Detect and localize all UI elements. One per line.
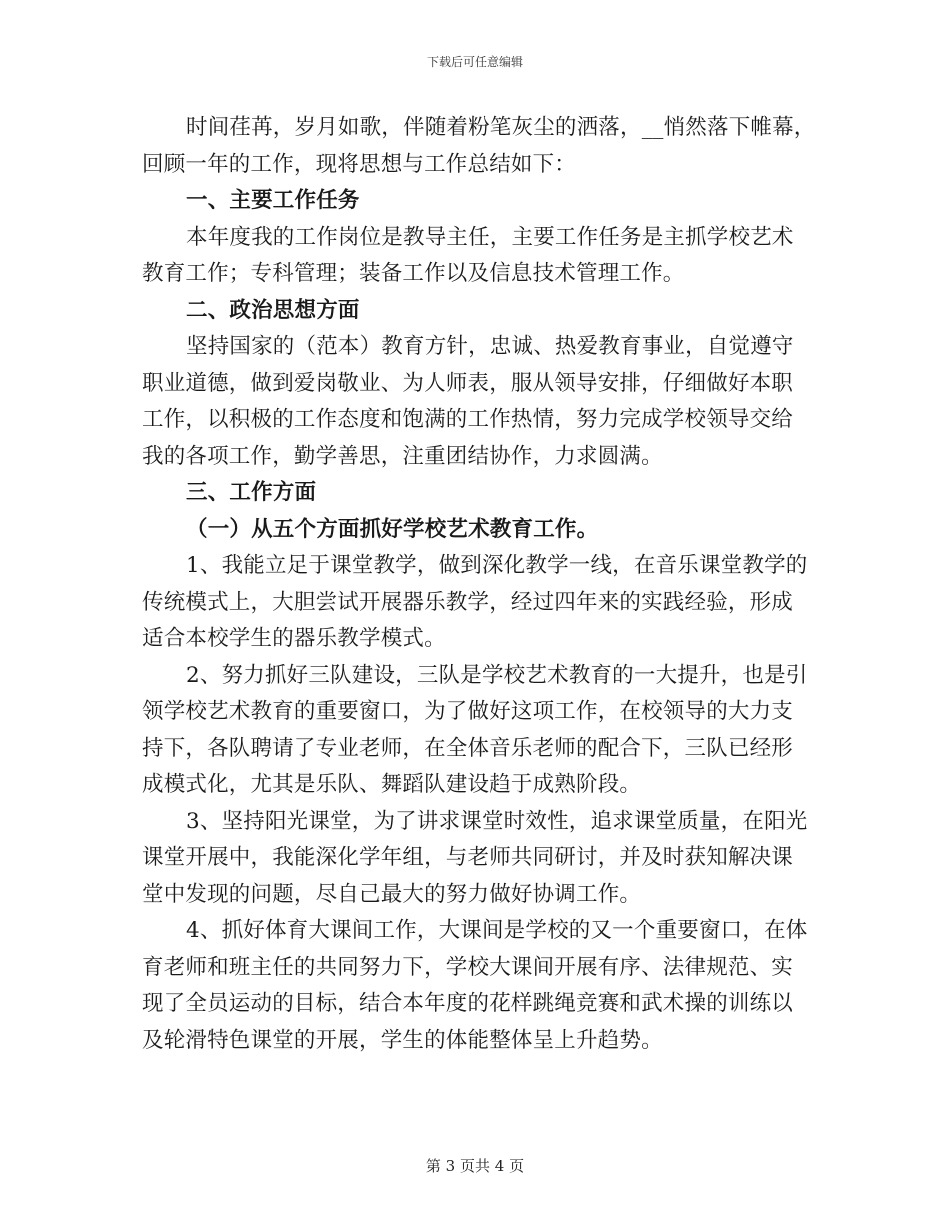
paragraph-line: 领学校艺术教育的重要窗口，为了做好这项工作，在校领导的大力支 xyxy=(142,699,794,724)
paragraph-line: 堂中发现的问题，尽自己最大的努力做好协调工作。 xyxy=(142,881,642,907)
paragraph-line: 课堂开展中，我能深化学年组，与老师共同研讨，并及时获知解决课 xyxy=(142,845,794,870)
paragraph-line: 教育工作；专科管理；装备工作以及信息技术管理工作。 xyxy=(142,261,685,286)
paragraph-line: 1、我能立足于课堂教学，做到深化教学一线，在音乐课堂教学的 xyxy=(186,553,808,578)
page-footer: 第 3 页共 4 页 xyxy=(425,1157,525,1175)
paragraph-line: 我的各项工作，勤学善思，注重团结协作，力求圆满。 xyxy=(142,443,663,469)
paragraph-line: 坚持国家的（范本）教育方针，忠诚、热爱教育事业，自觉遵守 xyxy=(186,334,794,359)
subsection-heading: （一）从五个方面抓好学校艺术教育工作。 xyxy=(186,516,599,542)
paragraph-line: 现了全员运动的目标，结合本年度的花样跳绳竞赛和武术操的训练以 xyxy=(142,991,794,1016)
paragraph-line: 适合本校学生的器乐教学模式。 xyxy=(142,626,446,651)
paragraph-line: 及轮滑特色课堂的开展，学生的体能整体呈上升趋势。 xyxy=(142,1027,663,1053)
section-heading: 一、主要工作任务 xyxy=(186,188,360,213)
paragraph-line: 本年度我的工作岗位是教导主任，主要工作任务是主抓学校艺术 xyxy=(186,224,794,250)
paragraph-line: 传统模式上，大胆尝试开展器乐教学，经过四年来的实践经验，形成 xyxy=(142,589,794,615)
document-body xyxy=(142,110,814,1059)
paragraph-line: 3、坚持阳光课堂，为了讲求课堂时效性，追求课堂质量，在阳光 xyxy=(186,808,808,834)
paragraph-line: 成模式化，尤其是乐队、舞蹈队建设趋于成熟阶段。 xyxy=(142,772,642,797)
paragraph-line: 回顾一年的工作，现将思想与工作总结如下： xyxy=(142,151,577,177)
paragraph-line: 工作，以积极的工作态度和饱满的工作热情，努力完成学校领导交给 xyxy=(142,407,794,432)
section-heading: 二、政治思想方面 xyxy=(186,297,360,323)
paragraph-line: 持下，各队聘请了专业老师，在全体音乐老师的配合下，三队已经形 xyxy=(142,735,794,761)
page-header: 下载后可任意编辑 xyxy=(426,55,523,69)
paragraph-line: 4、抓好体育大课间工作，大课间是学校的又一个重要窗口，在体 xyxy=(186,918,808,943)
paragraph-line: 职业道德，做到爱岗敬业、为人师表，服从领导安排，仔细做好本职 xyxy=(142,370,794,396)
paragraph-line: 时间荏苒，岁月如歌，伴随着粉笔灰尘的洒落，__悄然落下帷幕， xyxy=(186,115,816,140)
section-heading: 三、工作方面 xyxy=(186,480,317,505)
paragraph-line: 育老师和班主任的共同努力下，学校大课间开展有序、法律规范、实 xyxy=(142,954,794,980)
paragraph-line: 2、努力抓好三队建设，三队是学校艺术教育的一大提升，也是引 xyxy=(186,662,808,688)
